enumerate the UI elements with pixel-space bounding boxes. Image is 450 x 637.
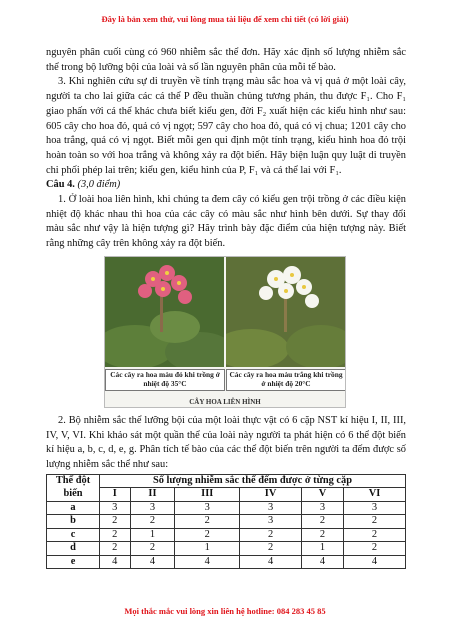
cell: 2 xyxy=(343,542,405,556)
row-label: c xyxy=(47,528,100,542)
table-row xyxy=(47,528,406,542)
white-flower-photo xyxy=(226,257,345,367)
cell: 2 xyxy=(302,528,344,542)
cell: 3 xyxy=(240,515,302,529)
cell: 4 xyxy=(100,555,131,569)
cell: 2 xyxy=(175,528,240,542)
pair-header: V xyxy=(302,488,344,502)
pair-header: I xyxy=(100,488,131,502)
table-row xyxy=(47,542,406,556)
figure-title: CÂY HOA LIÊN HÌNH xyxy=(189,397,261,406)
white-flower-caption: Các cây ra hoa màu trắng khi trồng ở nhiệt độ 20°C xyxy=(226,369,346,391)
cell: 1 xyxy=(302,542,344,556)
cell: 1 xyxy=(130,528,175,542)
cell: 3 xyxy=(130,501,175,515)
document-body xyxy=(46,46,406,569)
row-label: a xyxy=(47,501,100,515)
cell: 2 xyxy=(100,542,131,556)
cell: 3 xyxy=(343,501,405,515)
pair-header: II xyxy=(130,488,175,502)
cell: 3 xyxy=(100,501,131,515)
pair-header: III xyxy=(175,488,240,502)
red-flower-photo xyxy=(105,257,224,367)
cell: 4 xyxy=(343,555,405,569)
preview-banner: Đây là bản xem thử, vui lòng mua tài liệu để xem chi tiết (có lời giải) xyxy=(101,14,349,24)
paragraph-question-4-2: 2. Bộ nhiễm sắc thể lưỡng bội của một loài thực vật có 6 cặp NST kí hiệu I, II, III, IV, V, VI. Khi khảo sát một quần thể của loài này người ta phát hiện có 6 thể đột biến kí hiệu a, b, c, d, e, g. Phân tích tế bào của các thể đột biến trên người ta đếm được số lượng nhiễm sắc thể như sau: xyxy=(46,414,406,470)
cell: 2 xyxy=(302,515,344,529)
cell: 2 xyxy=(130,515,175,529)
table-subheader-row xyxy=(47,488,406,502)
cell: 2 xyxy=(100,528,131,542)
cell: 1 xyxy=(175,542,240,556)
cell: 2 xyxy=(130,542,175,556)
cell: 3 xyxy=(175,501,240,515)
row-label: b xyxy=(47,515,100,529)
question-4-heading xyxy=(46,178,406,193)
table-row xyxy=(47,555,406,569)
hotline-footer: Mọi thắc mắc vui lòng xin liên hệ hotline: 084 283 45 85 xyxy=(124,606,326,616)
mutant-column-header: Thể đột biến xyxy=(47,474,100,501)
cell: 2 xyxy=(240,528,302,542)
question-4-title: Câu 4. xyxy=(46,179,75,191)
cell: 2 xyxy=(240,542,302,556)
chromosome-table xyxy=(46,474,406,570)
cell: 2 xyxy=(175,515,240,529)
cell: 2 xyxy=(343,528,405,542)
cell: 3 xyxy=(240,501,302,515)
pair-header: VI xyxy=(343,488,405,502)
cell: 4 xyxy=(302,555,344,569)
question-4-points: (3,0 điểm) xyxy=(77,179,121,191)
cell: 4 xyxy=(130,555,175,569)
table-row xyxy=(47,515,406,529)
red-flower-caption: Các cây ra hoa màu đỏ khi trồng ở nhiệt độ 35°C xyxy=(105,369,225,391)
cell: 3 xyxy=(302,501,344,515)
row-label: d xyxy=(47,542,100,556)
cell: 2 xyxy=(343,515,405,529)
table-header-row xyxy=(47,474,406,488)
pair-group-header: Số lượng nhiễm sắc thể đếm được ở từng cặp xyxy=(100,474,406,488)
cell: 4 xyxy=(240,555,302,569)
cell: 4 xyxy=(175,555,240,569)
pair-header: IV xyxy=(240,488,302,502)
row-label: e xyxy=(47,555,100,569)
table-row xyxy=(47,501,406,515)
cell: 2 xyxy=(100,515,131,529)
paragraph-question-3: 3. Khi nghiên cứu sự di truyền về tính trạng màu sắc hoa và vị quả ở một loài cây, người ta cho lai giữa các cá thể P đều thuần chủng tương phản, thu được F₁. Cho F₁ giao phấn với cá thể khác chưa biết kiểu gen, đời F₂ xuất hiện các kiểu hình như sau: 605 cây cho hoa đỏ, quả có vị ngọt; 597 cây cho hoa đỏ, quả có vị chua; 1201 cây cho hoa trắng, quả có vị ngọt. Biết mỗi gen qui định một tính trạng, kiểu hình hoa đỏ trội hoàn toàn so với hoa trắng và không xảy ra đột biến. Hãy biện luận quy luật di truyền chi phối phép lai trên; kiểu gen, kiểu hình của P, F₁ và cá thể lai với F₁. xyxy=(46,76,406,176)
flower-figure xyxy=(104,256,346,408)
paragraph-question-4-1: 1. Ở loài hoa liên hình, khi chúng ta đem cây có kiểu gen trội trồng ở các điều kiện nhiệt độ khác nhau thì hoa của các cây có màu sắc như hình bên dưới. Sự thay đổi màu sắc như vậy là hiện tượng gì? Hãy trình bày đặc điểm của hiện tượng này. Biết rằng những cây trên không xảy ra đột biến. xyxy=(46,194,406,250)
paragraph-continuation: nguyên phân cuối cùng có 960 nhiễm sắc thể đơn. Hãy xác định số lượng nhiễm sắc thể trong bộ lưỡng bội của loài và số lần nguyên phân của mỗi tế bào. xyxy=(46,47,406,73)
